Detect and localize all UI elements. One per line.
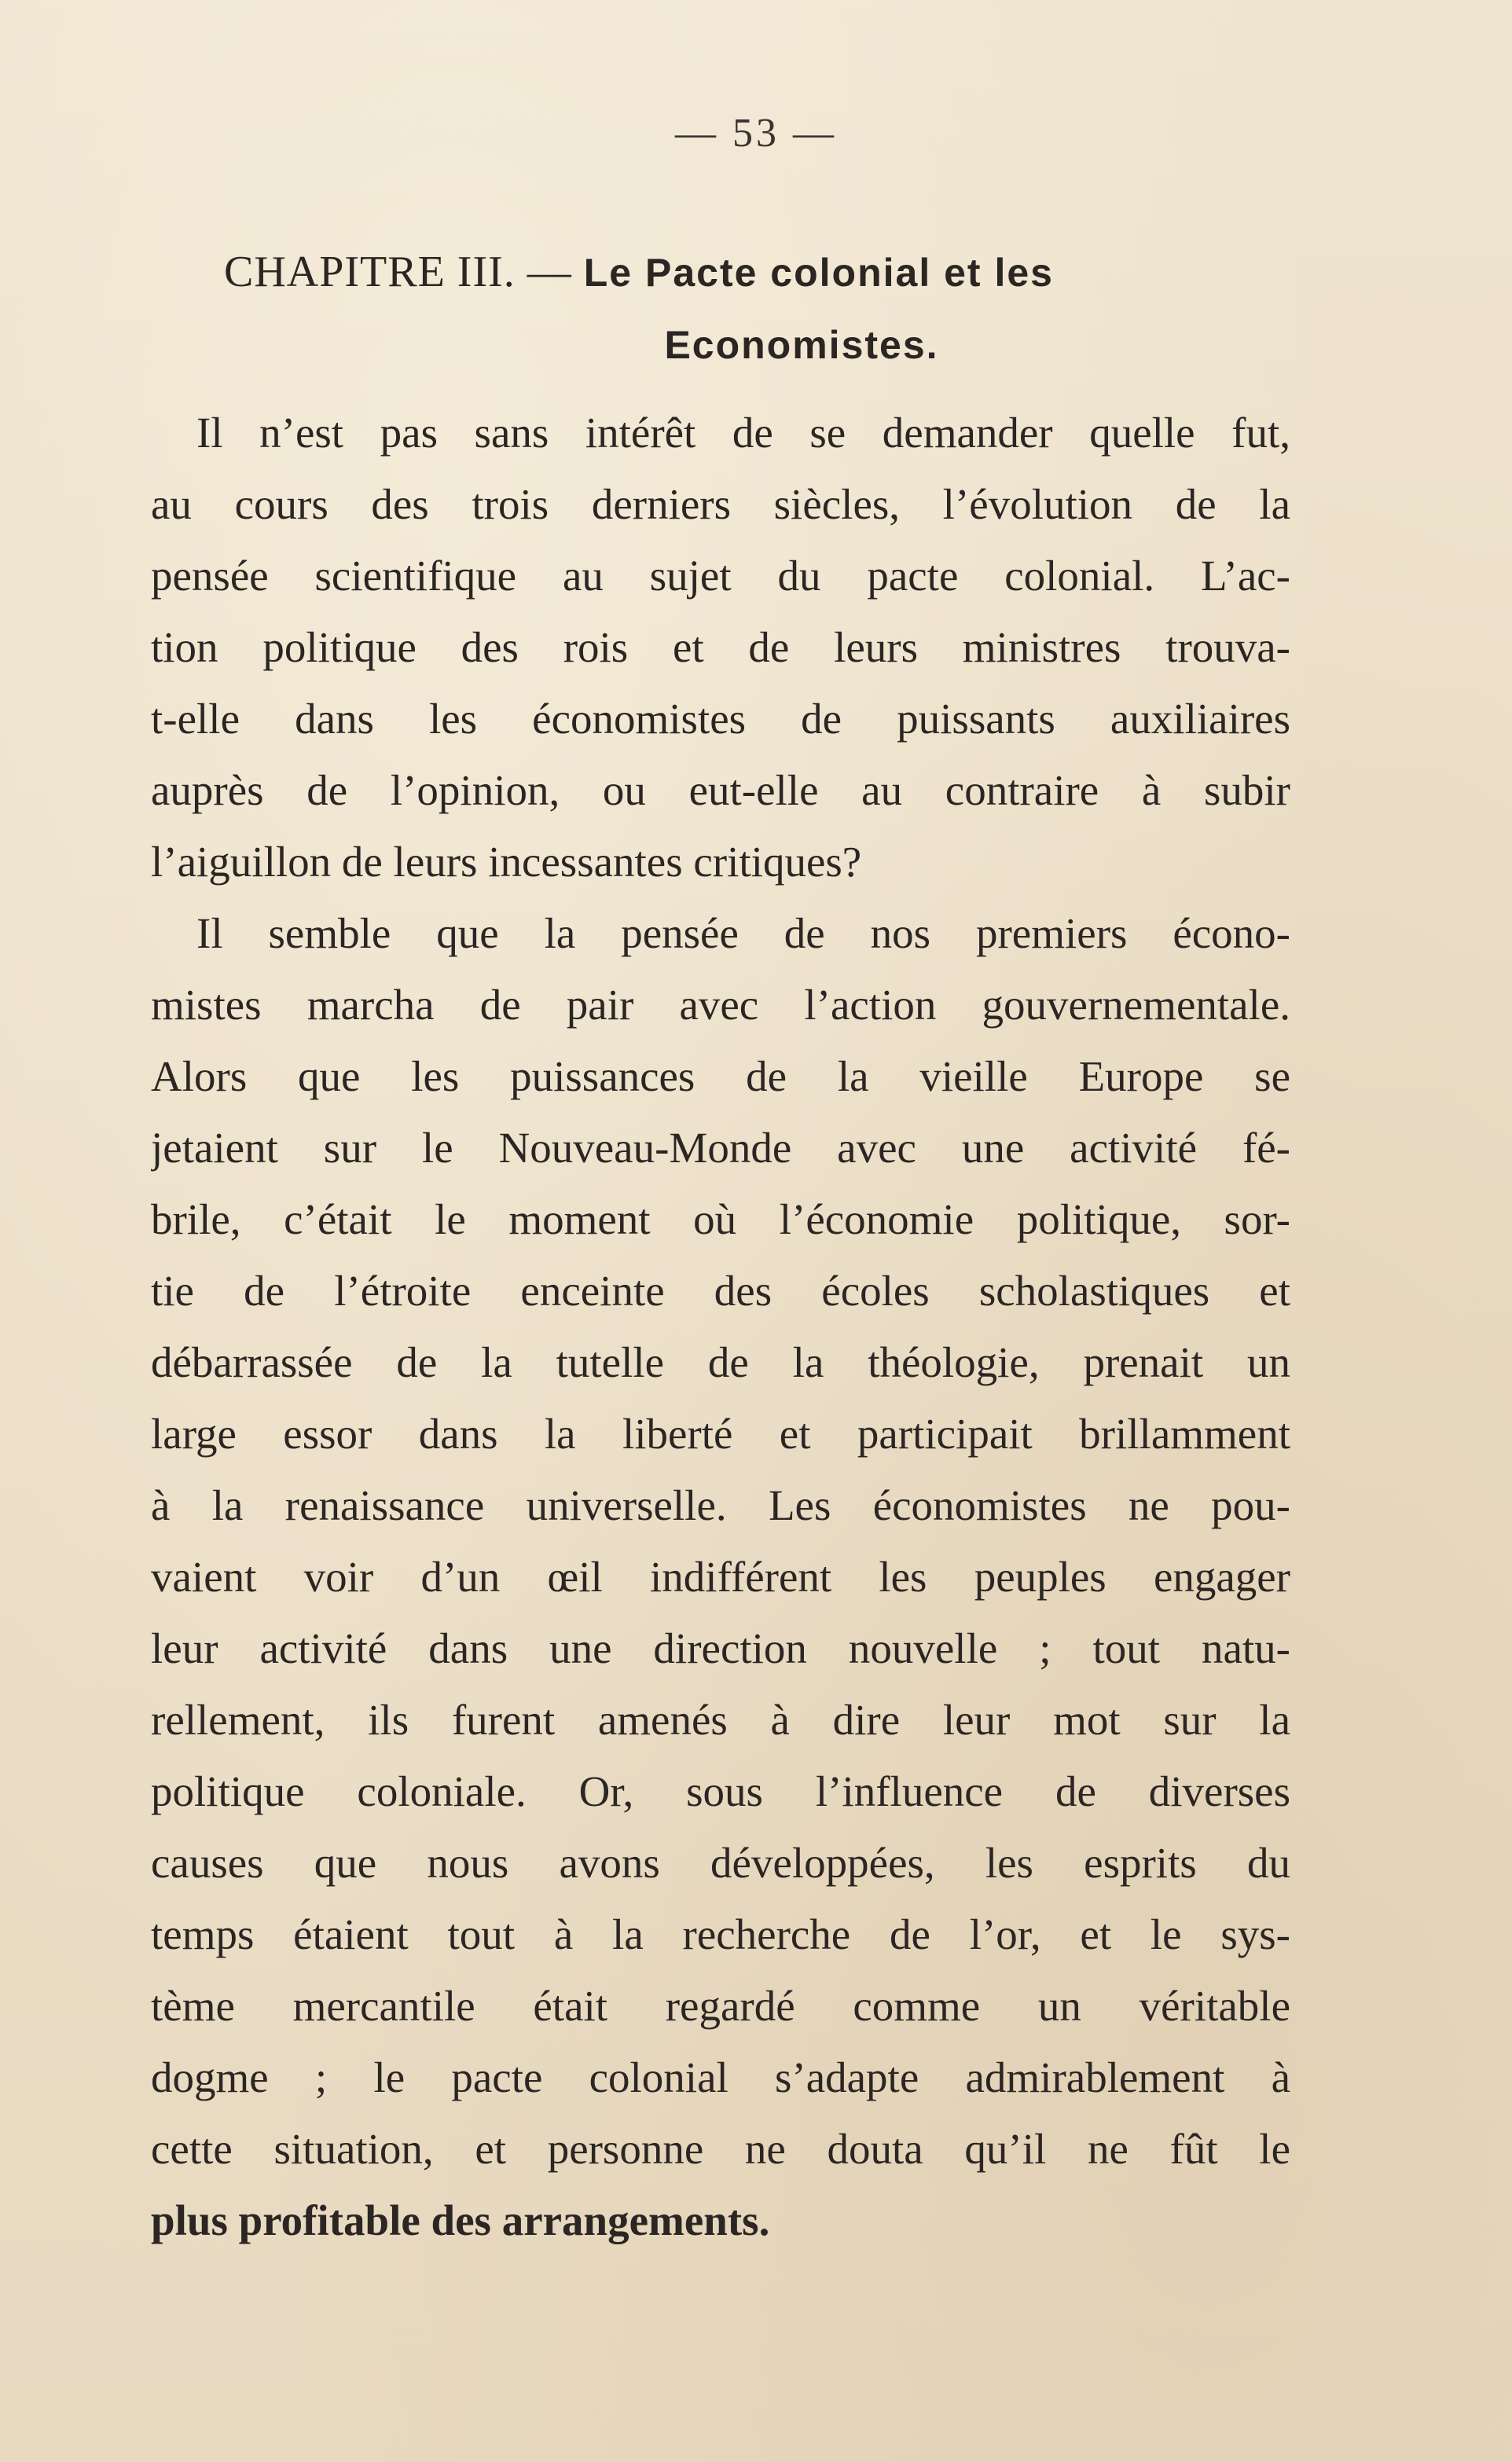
body-text — [151, 397, 1290, 2256]
text-line: leur activité dans une direction nouvelle ; tout natu- — [151, 1624, 1290, 1672]
text-line: l’aiguillon de leurs incessantes critiques? — [151, 838, 862, 886]
chapter-title-line-1: Le Pacte colonial et les — [583, 251, 1054, 295]
text-line: à la renaissance universelle. Les économistes ne pou- — [151, 1481, 1290, 1529]
text-line: pensée scientifique au sujet du pacte colonial. L’ac- — [151, 552, 1290, 600]
text-line: mistes marcha de pair avec l’action gouvernementale. — [151, 981, 1290, 1029]
text-line: dogme ; le pacte colonial s’adapte admirablement à — [151, 2053, 1290, 2101]
chapter-heading — [224, 236, 1308, 381]
text-line: plus profitable des arrangements. — [151, 2196, 770, 2244]
text-line: rellement, ils furent amenés à dire leur mot sur la — [151, 1696, 1290, 1744]
text-line: causes que nous avons développées, les esprits du — [151, 1839, 1290, 1887]
text-line: vaient voir d’un œil indifférent les peuples engager — [151, 1553, 1290, 1601]
text-line: débarrassée de la tutelle de la théologie, prenait un — [151, 1338, 1290, 1386]
text-line: jetaient sur le Nouveau-Monde avec une activité fé- — [151, 1124, 1290, 1172]
text-line: politique coloniale. Or, sous l’influence de diverses — [151, 1767, 1290, 1815]
text-line: tème mercantile était regardé comme un véritable — [151, 1982, 1290, 2030]
text-line: auprès de l’opinion, ou eut-elle au contraire à subir — [151, 766, 1290, 814]
text-line: temps étaient tout à la recherche de l’or, et le sys- — [151, 1910, 1290, 1958]
text-line: brile, c’était le moment où l’économie politique, sor- — [151, 1195, 1290, 1243]
text-line: large essor dans la liberté et participait brillamment — [151, 1410, 1290, 1458]
text-line: tie de l’étroite enceinte des écoles scholastiques et — [151, 1267, 1290, 1315]
page-number: — 53 — — [675, 111, 837, 156]
text-line: cette situation, et personne ne douta qu’il ne fût le — [151, 2125, 1290, 2173]
text-line: Il n’est pas sans intérêt de se demander quelle fut, — [196, 409, 1290, 457]
chapter-label: CHAPITRE III. — — [224, 248, 584, 296]
text-line: Alors que les puissances de la vieille Europe se — [151, 1052, 1290, 1100]
chapter-title-line-2: Economistes. — [664, 323, 939, 367]
text-line: t-elle dans les économistes de puissants auxiliaires — [151, 695, 1290, 743]
text-line: au cours des trois derniers siècles, l’évolution de la — [151, 480, 1290, 528]
text-line: Il semble que la pensée de nos premiers écono- — [196, 909, 1290, 957]
text-line: tion politique des rois et de leurs ministres trouva- — [151, 623, 1290, 671]
